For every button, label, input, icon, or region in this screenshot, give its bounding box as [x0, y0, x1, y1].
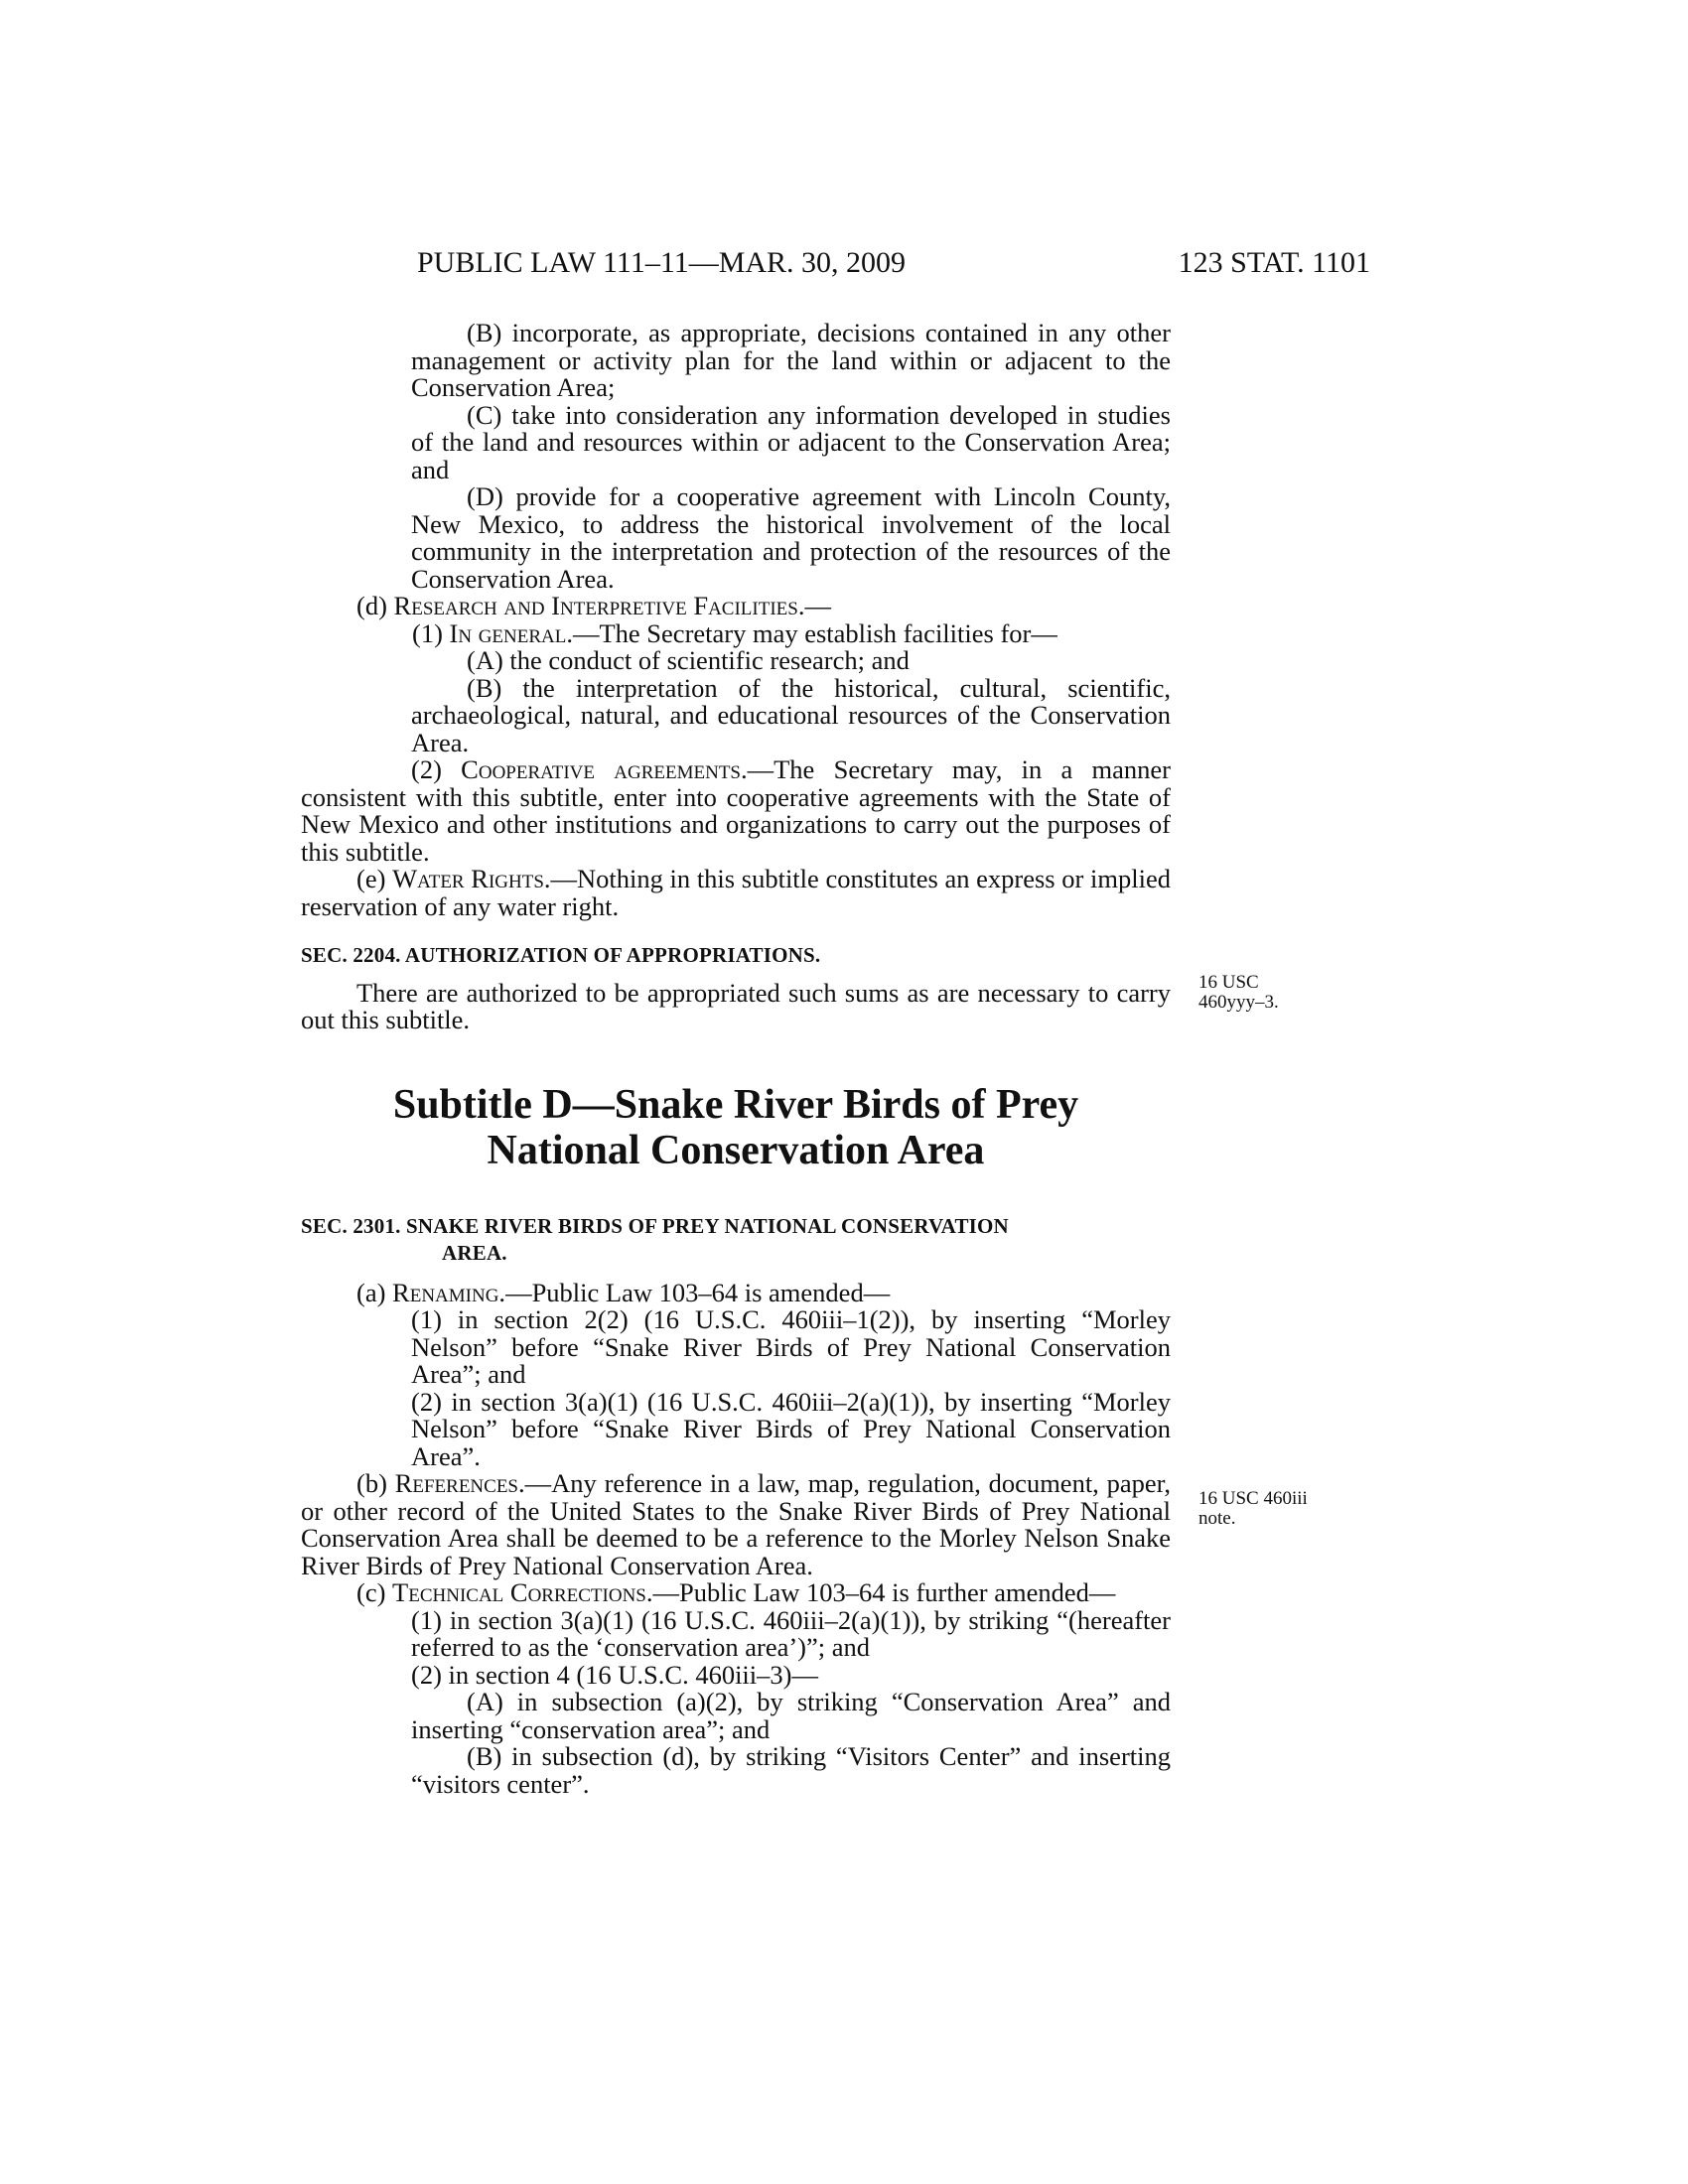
running-header [417, 246, 1370, 286]
paragraph-a1: (1) in section 2(2) (16 U.S.C. 460iii–1(2)), by inserting “Morley Nelson” before “Snake River Birds of Prey National Conservation Area”; and [411, 1304, 1171, 1389]
subsection-c: (c) Technical Corrections.—Public Law 103–64 is further amended— [356, 1577, 1116, 1607]
header-citation: PUBLIC LAW 111–11—MAR. 30, 2009 [417, 246, 907, 279]
paragraph-c2: (2) in section 4 (16 U.S.C. 460iii–3)— [411, 1659, 818, 1690]
paragraph-c2A: (A) in subsection (a)(2), by striking “Conservation Area” and inserting “conservation area”; and [411, 1687, 1171, 1744]
section-2301-heading-line1: SEC. 2301. SNAKE RIVER BIRDS OF PREY NATIONAL CONSERVATION [301, 1213, 1009, 1238]
paragraph-c1: (1) in section 3(a)(1) (16 U.S.C. 460iii–2(a)(1)), by striking “(hereafter referred to as the ‘conservation area’)”; and [411, 1604, 1171, 1662]
paragraph-B: (B) incorporate, as appropriate, decisions contained in any other management or activity plan for the land within or adjacent to the Conservation Area; [411, 318, 1171, 402]
paragraph-c2B: (B) in subsection (d), by striking “Visitors Center” and inserting “visitors center”. [411, 1741, 1171, 1799]
paragraph-a2: (2) in section 3(a)(1) (16 U.S.C. 460iii–2(a)(1)), by inserting “Morley Nelson” before “Snake River Birds of Prey National Conservation Area”. [411, 1386, 1171, 1471]
margin-note-16usc-460yyy: 16 USC 460yyy–3. [1198, 972, 1279, 1013]
paragraph-d2: (2) Cooperative agreements.—The Secretary may, in a manner consistent with this subtitle, enter into cooperative agreements with the State of New Mexico and other institutions and organizations to carry out the purposes of this subtitle. [301, 754, 1172, 867]
section-2301-heading-line2: AREA. [442, 1241, 507, 1265]
subsection-d-heading: (d) Research and Interpretive Facilities.— [356, 591, 831, 620]
paragraph-d1: (1) In general.—The Secretary may establish facilities for— [412, 617, 1057, 648]
paragraph-dB: (B) the interpretation of the historical, cultural, scientific, archaeological, natural, and educational resources of the Conservation Area. [411, 672, 1171, 757]
section-2204-text: There are authorized to be appropriated such sums as are necessary to carry out this subtitle. [301, 977, 1171, 1034]
header-page-number: 123 STAT. 1101 [1178, 246, 1370, 279]
main-column [301, 320, 1171, 1798]
subsection-b: (b) References.—Any reference in a law, map, regulation, document, paper, or other record of the United States to the Snake River Birds of Prey National Conservation Area shall be deemed to be a reference to the Morley Nelson Snake River Birds of Prey National Conservation Area. [301, 1468, 1172, 1580]
subsection-a: (a) Renaming.—Public Law 103–64 is amended— [356, 1277, 891, 1307]
subtitle-d-heading-line2: National Conservation Area [487, 1127, 985, 1173]
subsection-e: (e) Water Rights.—Nothing in this subtitle constitutes an express or implied reservation of any water right. [301, 864, 1171, 921]
paragraph-dA: (A) the conduct of scientific research; and [467, 645, 910, 675]
margin-note-16usc-460iii: 16 USC 460iii note. [1198, 1488, 1308, 1529]
paragraph-D: (D) provide for a cooperative agreement with Lincoln County, New Mexico, to address the historical involvement of the local community in the interpretation and protection of the resources of the Conservation Area. [411, 481, 1171, 594]
section-2204-heading: SEC. 2204. AUTHORIZATION OF APPROPRIATIONS. [301, 943, 821, 967]
subtitle-d-heading-line1: Subtitle D—Snake River Birds of Prey [392, 1081, 1079, 1128]
paragraph-C: (C) take into consideration any information developed in studies of the land and resources within or adjacent to the Conservation Area; and [411, 399, 1171, 484]
